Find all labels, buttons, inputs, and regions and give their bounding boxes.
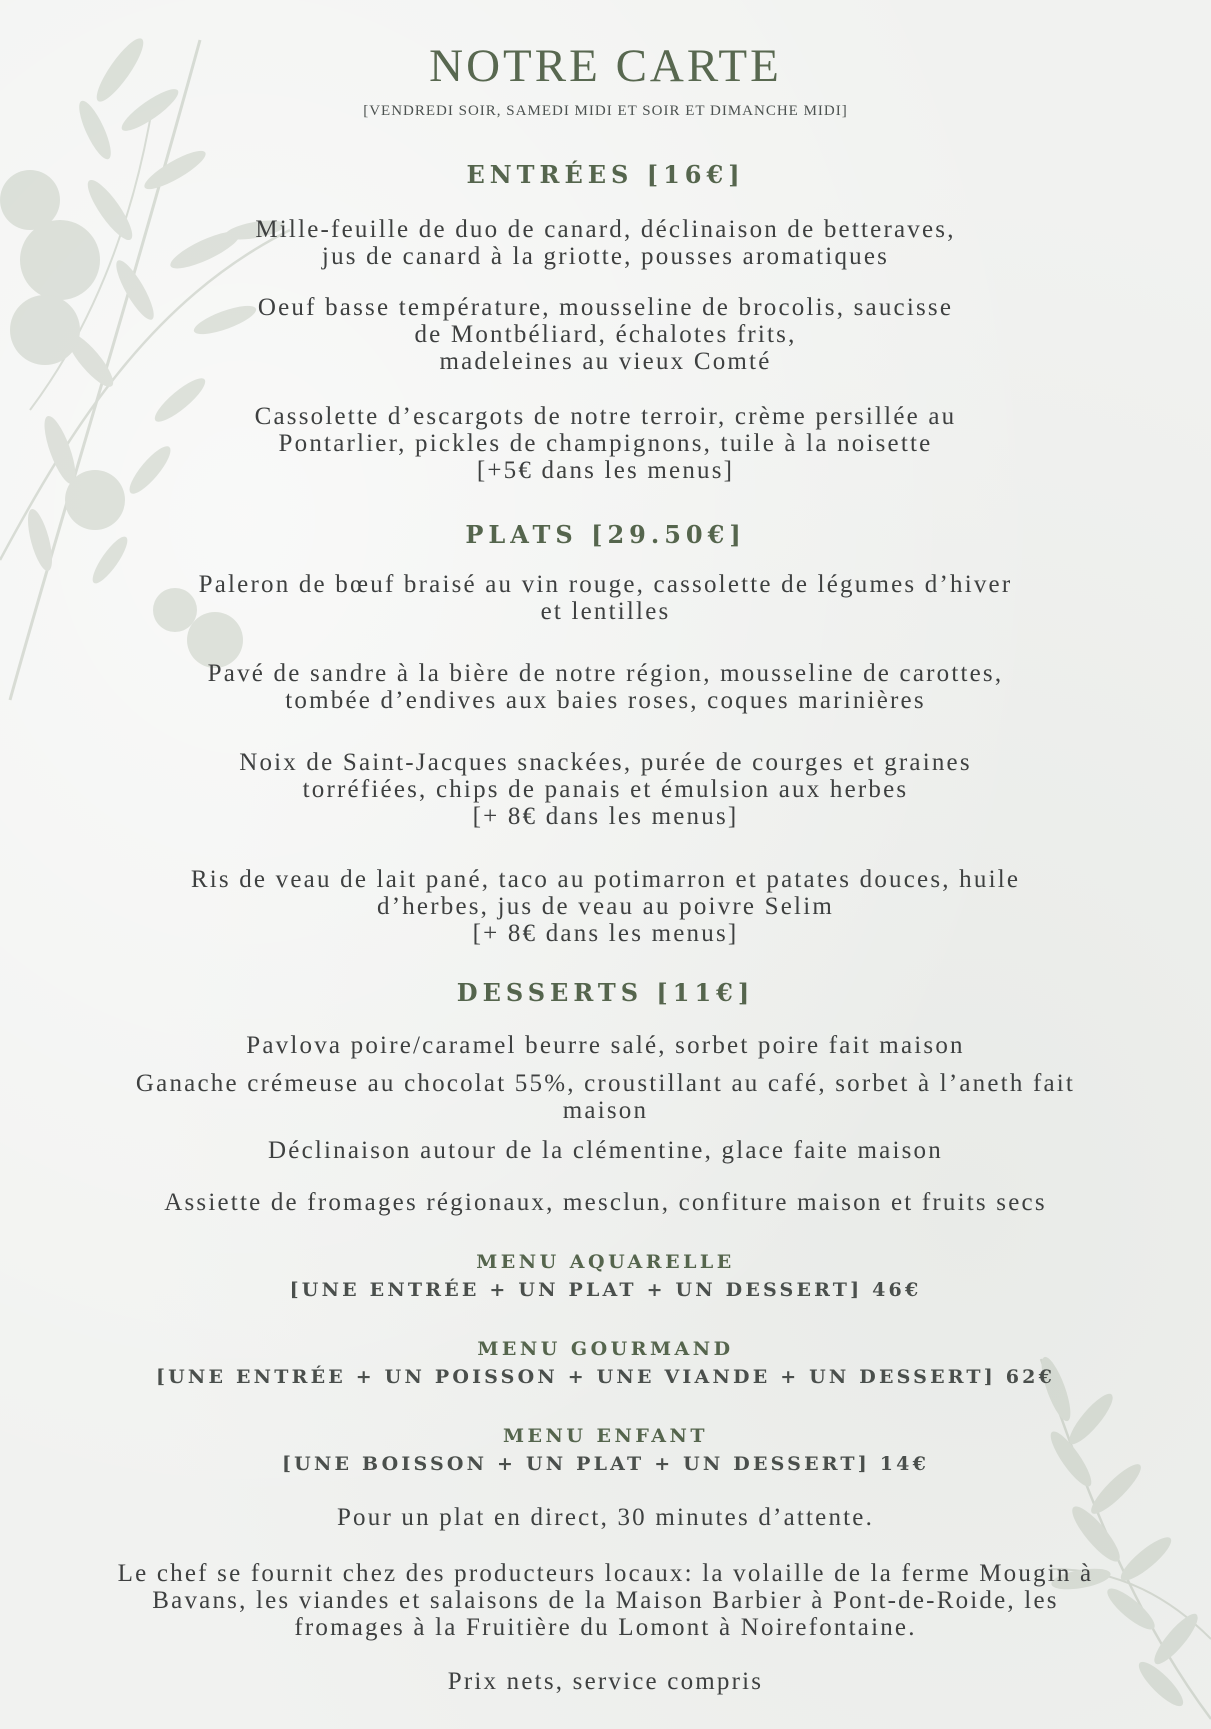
set-menu-name: MENU GOURMAND [477,1338,734,1360]
wait-time-note: Pour un plat en direct, 30 minutes d’attente. [336,1504,875,1531]
dish-line: Mille-feuille de duo de canard, déclinaison de betteraves, [255,216,956,243]
dish-line: [+ 8€ dans les menus] [472,803,739,830]
dish-dessert-1 [0,1032,1211,1059]
dish-line: Pontarlier, pickles de champignons, tuile à la noisette [278,430,933,457]
dish-plat-2 [0,660,1211,714]
dish-line: Oeuf basse température, mousseline de brocolis, saucisse [257,294,954,321]
dish-line: torréfiées, chips de panais et émulsion aux herbes [302,776,909,803]
dish-line: Ganache crémeuse au chocolat 55%, croustillant au café, sorbet à l’aneth fait [135,1070,1076,1097]
dish-dessert-4 [0,1189,1211,1216]
section-heading-plats: PLATS [29.50€] [465,520,746,549]
dish-plat-1 [0,571,1211,625]
section-heading-desserts: DESSERTS [11€] [456,978,755,1007]
dish-line: [+ 8€ dans les menus] [472,920,739,947]
set-menu-name: MENU AQUARELLE [476,1251,735,1273]
dish-line: Assiette de fromages régionaux, mesclun, confiture maison et fruits secs [164,1189,1047,1216]
producers-note [0,1560,1211,1641]
dish-entree-1 [0,216,1211,270]
page-title: NOTRE CARTE [429,40,782,92]
dish-entree-3 [0,403,1211,484]
dish-plat-3 [0,749,1211,830]
dish-entree-2 [0,294,1211,375]
dish-line: Ris de veau de lait pané, taco au potimarron et patates douces, huile [190,866,1021,893]
dish-line: jus de canard à la griotte, pousses aromatiques [321,243,890,270]
dish-line: maison [562,1097,649,1124]
dish-line: madeleines au vieux Comté [439,348,772,375]
dish-line: Paleron de bœuf braisé au vin rouge, cassolette de légumes d’hiver [198,571,1013,598]
producers-line: Bavans, les viandes et salaisons de la Maison Barbier à Pont-de-Roide, les [152,1587,1059,1614]
set-menu-detail: [UNE BOISSON + UN PLAT + UN DESSERT] 14€ [281,1453,930,1475]
dish-line: et lentilles [540,598,671,625]
dish-line: [+5€ dans les menus] [476,457,735,484]
dish-line: tombée d’endives aux baies roses, coques marinières [285,687,926,714]
producers-line: Le chef se fournit chez des producteurs locaux: la volaille de la ferme Mougin à [117,1560,1094,1587]
producers-line: fromages à la Fruitière du Lomont à Noirefontaine. [294,1614,917,1641]
dish-line: Cassolette d’escargots de notre terroir, crème persillée au [254,403,957,430]
set-menu-detail: [UNE ENTRÉE + UN PLAT + UN DESSERT] 46€ [289,1279,922,1301]
set-menu-aquarelle [0,1248,1211,1304]
dish-line: Déclinaison autour de la clémentine, glace faite maison [268,1137,943,1164]
prices-note: Prix nets, service compris [447,1668,764,1695]
dish-line: Noix de Saint-Jacques snackées, purée de courges et graines [239,749,972,776]
dish-line: d’herbes, jus de veau au poivre Selim [377,893,834,920]
service-schedule: [VENDREDI SOIR, SAMEDI MIDI ET SOIR ET DIMANCHE MIDI] [363,103,848,119]
set-menu-gourmand [0,1335,1211,1391]
dish-dessert-3 [0,1137,1211,1164]
dish-dessert-2 [0,1070,1211,1124]
section-heading-entrees: ENTRÉES [16€] [466,160,745,189]
dish-line: Pavlova poire/caramel beurre salé, sorbet poire fait maison [246,1032,965,1059]
dish-line: de Montbéliard, échalotes frits, [414,321,797,348]
dish-line: Pavé de sandre à la bière de notre région, mousseline de carottes, [207,660,1004,687]
set-menu-enfant [0,1422,1211,1478]
set-menu-name: MENU ENFANT [502,1425,709,1447]
set-menu-detail: [UNE ENTRÉE + UN POISSON + UNE VIANDE + UN DESSERT] 62€ [155,1366,1056,1388]
dish-plat-4 [0,866,1211,947]
